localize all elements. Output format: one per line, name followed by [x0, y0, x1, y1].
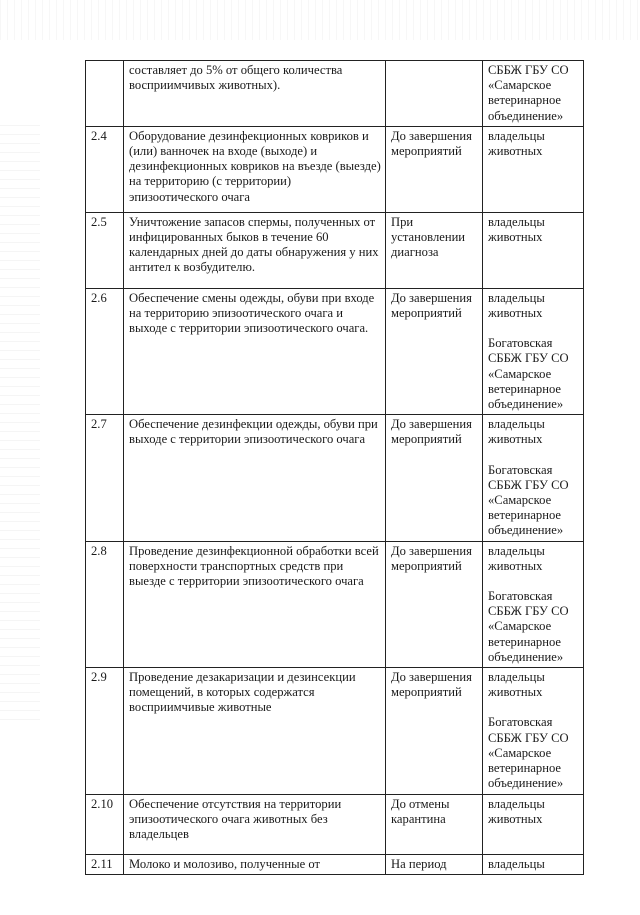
- table-row: [86, 541, 584, 667]
- row-number: 2.11: [86, 854, 124, 874]
- row-number: 2.5: [86, 212, 124, 288]
- responsible-text: владельцы животных: [488, 543, 545, 573]
- measure-text: Обеспечение дезинфекции одежды, обуви при выходе с территории эпизоотического очага: [124, 415, 386, 541]
- responsible-cell: [483, 288, 584, 414]
- table-row: [86, 61, 584, 127]
- table-row: [86, 212, 584, 288]
- term-text: [386, 61, 483, 127]
- measure-text: Обеспечение смены одежды, обуви при входе на территорию эпизоотического очага и выходе с территории эпизоотического очага.: [124, 288, 386, 414]
- table-row: [86, 126, 584, 212]
- responsible-org-text: Богатовская СББЖ ГБУ СО «Самарское ветеринарное объединение»: [488, 589, 569, 664]
- term-text: До завершения мероприятий: [386, 415, 483, 541]
- row-number: [86, 61, 124, 127]
- measure-text: Оборудование дезинфекционных ковриков и (или) ванночек на входе (выходе) и дезинфекционных ковриков на въезде (выезде) на территорию (с территории) эпизоотического очага: [124, 126, 386, 212]
- row-number: 2.8: [86, 541, 124, 667]
- responsible-text: владельцы животных: [488, 670, 545, 700]
- measure-text: Проведение дезакаризации и дезинсекции помещений, в которых содержатся восприимчивые животные: [124, 668, 386, 794]
- responsible-text: владельцы животных: [488, 128, 545, 159]
- responsible-text: владельцы животных: [488, 417, 545, 447]
- row-number: 2.7: [86, 415, 124, 541]
- row-number: 2.9: [86, 668, 124, 794]
- responsible-org-text: Богатовская СББЖ ГБУ СО «Самарское ветеринарное объединение»: [488, 336, 569, 412]
- table-row: [86, 668, 584, 794]
- responsible-cell: [483, 415, 584, 541]
- measure-text: составляет до 5% от общего количества восприимчивых животных).: [124, 61, 386, 127]
- responsible-cell: [483, 212, 584, 288]
- term-text: До отмены карантина: [386, 794, 483, 854]
- table-row: [86, 288, 584, 414]
- row-number: 2.10: [86, 794, 124, 854]
- term-text: До завершения мероприятий: [386, 126, 483, 212]
- responsible-text: владельцы животных: [488, 290, 545, 321]
- measure-text: Молоко и молозиво, полученные от: [124, 854, 386, 874]
- responsible-text: владельцы животных: [488, 796, 545, 826]
- measure-text: Обеспечение отсутствия на территории эпизоотического очага животных без владельцев: [124, 794, 386, 854]
- responsible-text: владельцы животных: [488, 214, 545, 245]
- responsible-cell: [483, 854, 584, 874]
- responsible-org-text: Богатовская СББЖ ГБУ СО «Самарское ветеринарное объединение»: [488, 462, 569, 538]
- term-text: До завершения мероприятий: [386, 541, 483, 667]
- responsible-org-text: Богатовская СББЖ ГБУ СО «Самарское ветеринарное объединение»: [488, 715, 569, 791]
- term-text: На период: [386, 854, 483, 874]
- row-number: 2.4: [86, 126, 124, 212]
- responsible-text: владельцы: [488, 856, 545, 871]
- responsible-cell: [483, 794, 584, 854]
- term-text: До завершения мероприятий: [386, 668, 483, 794]
- measures-table: [85, 60, 584, 875]
- responsible-cell: [483, 668, 584, 794]
- responsible-cell: [483, 126, 584, 212]
- measure-text: Уничтожение запасов спермы, полученных от инфицированных быков в течение 60 календарных дней до даты обнаружения у них антител к возбудителю.: [124, 212, 386, 288]
- term-text: До завершения мероприятий: [386, 288, 483, 414]
- responsible-cell: [483, 61, 584, 127]
- scan-artifact-top: [0, 0, 640, 40]
- term-text: При установлении диагноза: [386, 212, 483, 288]
- table-row: [86, 794, 584, 854]
- responsible-cell: [483, 541, 584, 667]
- responsible-text: СББЖ ГБУ СО «Самарское ветеринарное объединение»: [488, 63, 569, 123]
- row-number: 2.6: [86, 288, 124, 414]
- table-row: [86, 415, 584, 541]
- measure-text: Проведение дезинфекционной обработки всей поверхности транспортных средств при выезде с территории эпизоотического очага: [124, 541, 386, 667]
- scan-artifact-left: [0, 120, 40, 720]
- table-row: [86, 854, 584, 874]
